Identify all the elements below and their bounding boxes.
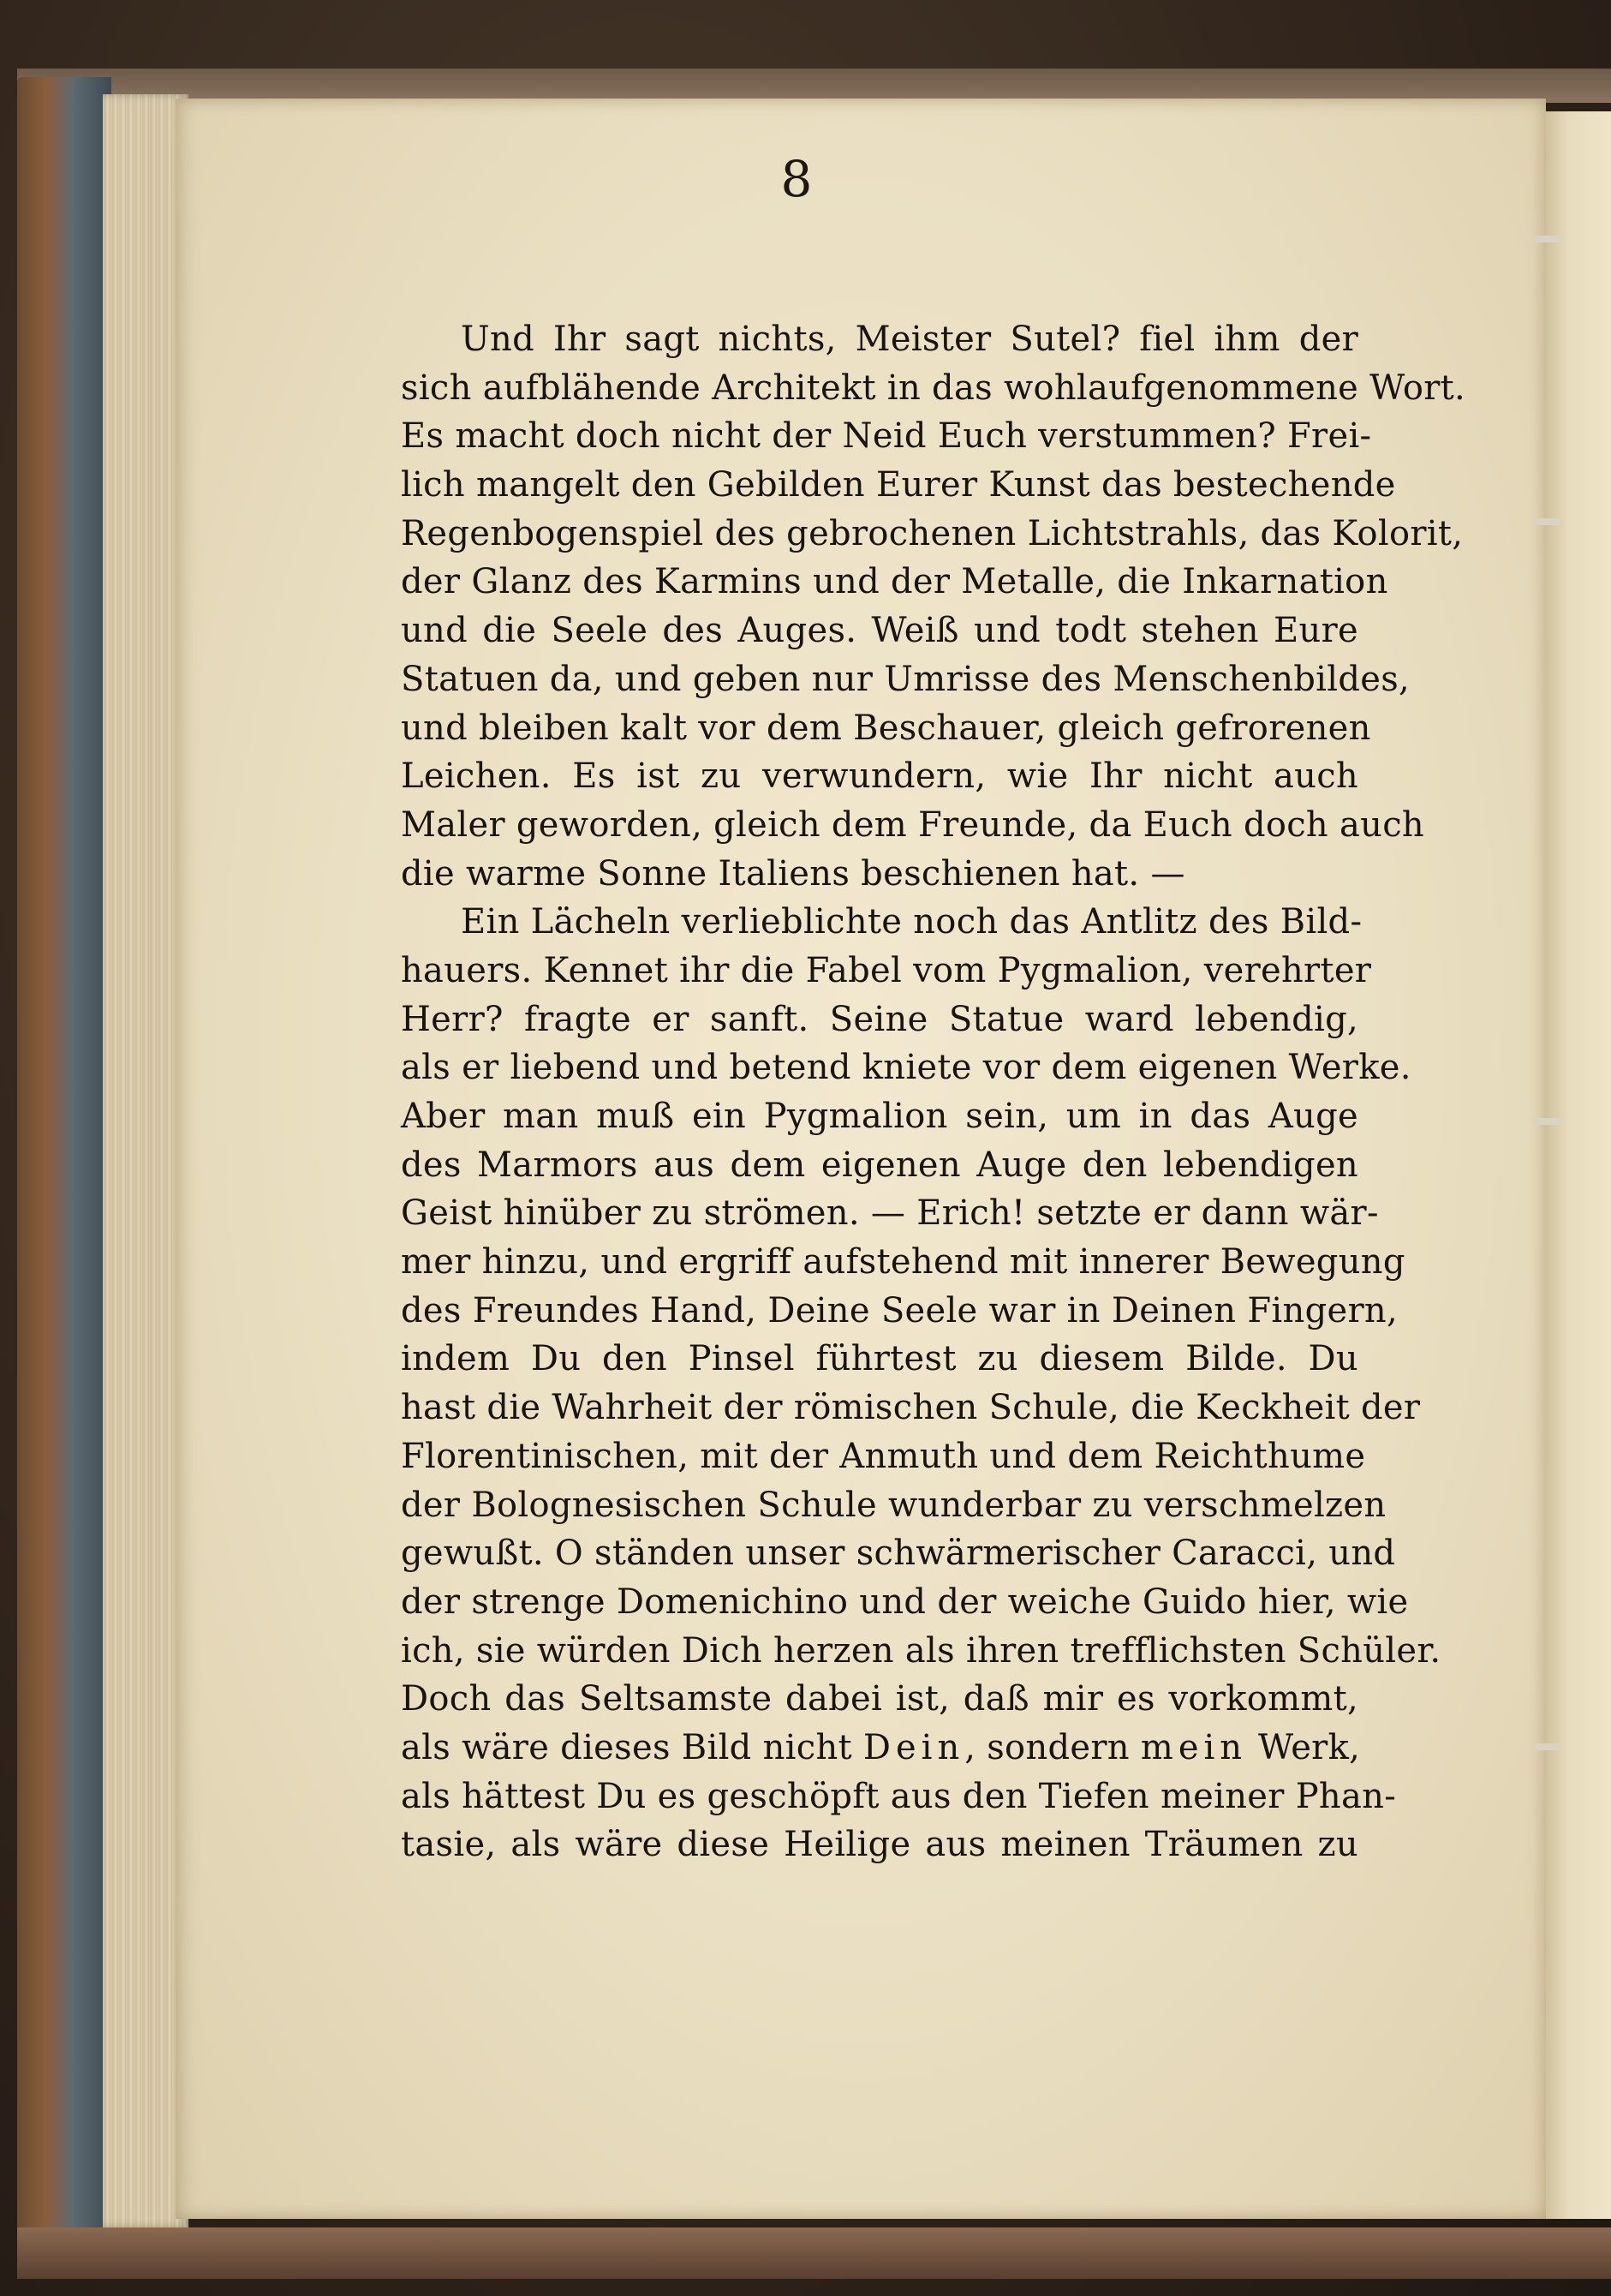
- facing-page-edge: [1542, 111, 1611, 2219]
- text-line: und bleiben kalt vor dem Beschauer, gleich gefrorenen: [401, 708, 1371, 748]
- text-line: Statuen da, und geben nur Umrisse des Menschenbildes,: [401, 659, 1411, 699]
- text-line: hauers. Kennet ihr die Fabel vom Pygmalion, verehrter: [401, 950, 1372, 990]
- text-fragment: , sondern: [964, 1727, 1141, 1767]
- text-line: der Glanz des Karmins und der Metalle, die Inkarnation: [401, 562, 1388, 602]
- text-line: hast die Wahrheit der römischen Schule, die Keckheit der: [401, 1388, 1421, 1428]
- text-line: Es macht doch nicht der Neid Euch verstummen? Frei-: [401, 416, 1372, 457]
- binding-stitch: [1533, 518, 1562, 525]
- emphasized-word: mein: [1140, 1727, 1248, 1767]
- text-line: als er liebend und betend kniete vor dem eigenen Werke.: [401, 1048, 1411, 1088]
- text-line: gewußt. O ständen unser schwärmerischer Caracci, und: [401, 1534, 1396, 1574]
- text-line: tasie, als wäre diese Heilige aus meinen Träumen zu: [401, 1825, 1358, 1865]
- text-fragment: Werk,: [1247, 1727, 1361, 1767]
- text-line: des Marmors aus dem eigenen Auge den lebendigen: [401, 1145, 1358, 1185]
- book-cover-top-edge: [17, 69, 1611, 103]
- text-line-emphasis: [401, 1724, 1361, 1773]
- text-line: Leichen. Es ist zu verwundern, wie Ihr nicht auch: [401, 756, 1358, 797]
- text-line: Und Ihr sagt nichts, Meister Sutel? fiel ihm der: [461, 320, 1358, 359]
- book-cover-bottom-edge: [17, 2227, 1611, 2279]
- text-line: lich mangelt den Gebilden Eurer Kunst das bestechende: [401, 465, 1396, 505]
- text-line: mer hinzu, und ergriff aufstehend mit innerer Bewegung: [401, 1242, 1405, 1283]
- text-line: Maler geworden, gleich dem Freunde, da Euch doch auch: [401, 804, 1424, 845]
- text-fragment: als wäre dieses Bild nicht: [401, 1727, 863, 1767]
- binding-stitch: [1533, 1118, 1562, 1125]
- text-line: der strenge Domenichino und der weiche Guido hier, wie: [401, 1581, 1409, 1622]
- text-line: Ein Lächeln verlieblichte noch das Antlitz des Bild-: [461, 902, 1363, 942]
- binding-stitch: [1533, 1743, 1562, 1750]
- text-line: ich, sie würden Dich herzen als ihren trefflichsten Schüler.: [401, 1630, 1441, 1671]
- body-text: [401, 315, 1466, 1869]
- text-line: und die Seele des Auges. Weiß und todt stehen Eure: [401, 611, 1358, 651]
- text-line: Geist hinüber zu strömen. — Erich! setzte er dann wär-: [401, 1193, 1379, 1234]
- text-line: indem Du den Pinsel führtest zu diesem Bilde. Du: [401, 1339, 1358, 1379]
- text-line: Regenbogenspiel des gebrochenen Lichtstrahls, das Kolorit,: [401, 513, 1464, 553]
- book-cover-binding: [17, 77, 111, 2270]
- page-number: 8: [780, 150, 813, 208]
- text-line: Florentinischen, mit der Anmuth und dem Reichthume: [401, 1436, 1366, 1476]
- text-line: Doch das Seltsamste dabei ist, daß mir es vorkommt,: [401, 1679, 1358, 1719]
- emphasized-word: Dein: [862, 1727, 965, 1767]
- text-line: Herr? fragte er sanft. Seine Statue ward lebendig,: [401, 999, 1358, 1039]
- text-line: als hättest Du es geschöpft aus den Tiefen meiner Phan-: [401, 1776, 1397, 1816]
- text-line: des Freundes Hand, Deine Seele war in Deinen Fingern,: [401, 1290, 1398, 1330]
- text-line: sich aufblähende Architekt in das wohlaufgenommene Wort.: [401, 368, 1466, 408]
- text-line: Aber man muß ein Pygmalion sein, um in das Auge: [401, 1097, 1358, 1136]
- text-line: die warme Sonne Italiens beschienen hat. —: [401, 853, 1185, 894]
- binding-stitch: [1533, 236, 1562, 242]
- text-line: der Bolognesischen Schule wunderbar zu verschmelzen: [401, 1485, 1387, 1525]
